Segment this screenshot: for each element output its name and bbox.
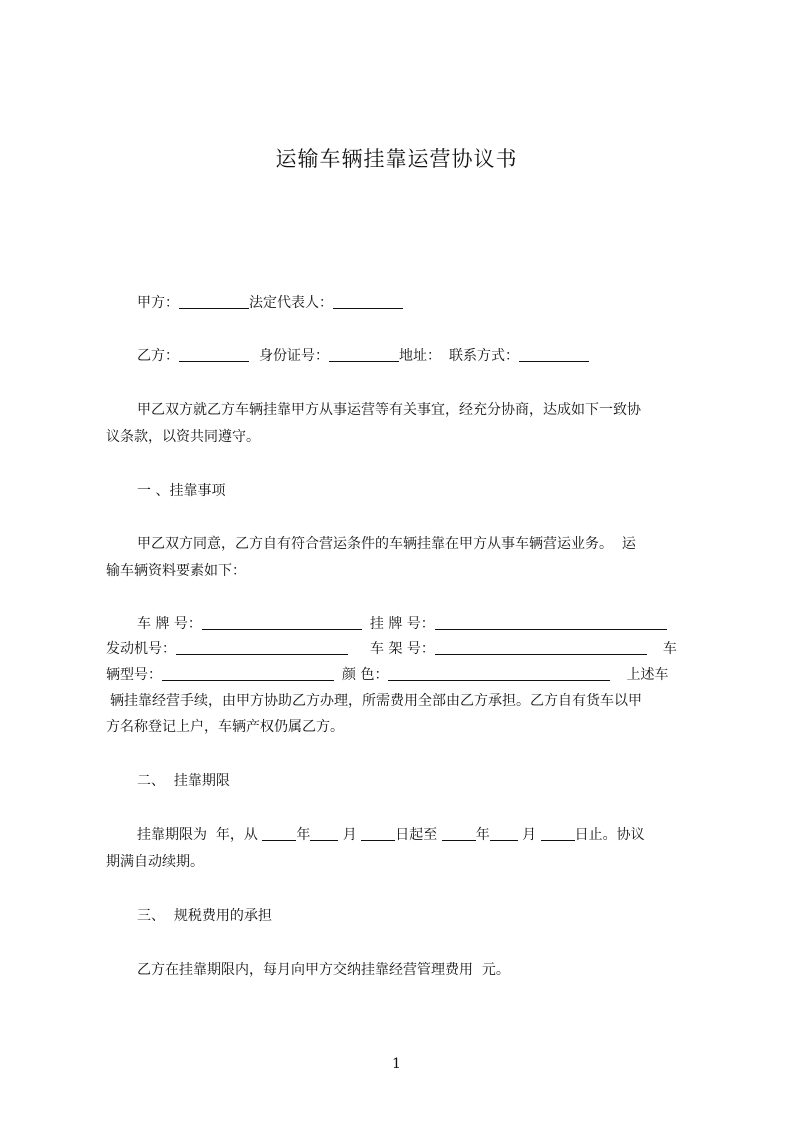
to-month-label: 月 — [517, 827, 541, 843]
to-year-blank — [442, 826, 476, 841]
engine-label: 发动机号： — [106, 641, 176, 657]
to-day-blank — [541, 826, 575, 841]
trailer-plate-blank — [435, 615, 667, 630]
from-month-blank — [310, 826, 338, 841]
section-2-line-2: 期满自动续期。 — [106, 854, 204, 870]
from-year-blank — [262, 826, 296, 841]
section-1-p2-line-2: 方名称登记上户，车辆产权仍属乙方。 — [106, 719, 344, 735]
term-intro: 挂靠期限为 年，从 — [137, 827, 263, 843]
vehicle-engine-line — [106, 638, 677, 658]
party-a-rep-blank — [333, 294, 403, 309]
intro-line-2: 议条款，以资共同遵守。 — [106, 429, 260, 445]
party-b-line — [137, 345, 589, 365]
color-blank — [388, 666, 610, 681]
section-2-heading: 二、 挂靠期限 — [137, 773, 230, 789]
party-a-label: 甲方： — [137, 295, 179, 311]
section-3-heading: 三、 规税费用的承担 — [137, 908, 272, 924]
party-b-id-label: 身份证号： — [259, 348, 329, 364]
section-1-p2-line-1: 辆挂靠经营手续，由甲方协助乙方办理，所需费用全部由乙方承担。乙方自有货车以甲 — [110, 693, 642, 709]
party-b-id-blank — [329, 347, 399, 362]
party-b-contact-blank — [519, 347, 589, 362]
to-day-label: 日止。协议 — [574, 827, 645, 843]
section-2-line-1 — [137, 824, 645, 844]
party-b-blank — [179, 347, 249, 362]
section-1-p1-line-2: 输车辆资料要素如下： — [106, 563, 246, 579]
section-3-p1: 乙方在挂靠期限内，每月向甲方交纳挂靠经营管理费用 元。 — [137, 962, 510, 978]
to-year-label: 年 — [475, 827, 490, 843]
plate-label: 车 牌 号： — [137, 616, 202, 632]
plate-blank — [202, 615, 362, 630]
color-label: 颜 色： — [342, 667, 389, 683]
from-year-label: 年 — [296, 827, 311, 843]
document-title: 运输车辆挂靠运营协议书 — [275, 147, 518, 171]
section-1-p1-line-1: 甲乙双方同意，乙方自有符合营运条件的车辆挂靠在甲方从事车辆营运业务。 运 — [137, 536, 636, 552]
frame-blank — [435, 640, 647, 655]
from-month-label: 月 — [338, 827, 362, 843]
after-color-text: 上述车 — [626, 667, 669, 683]
from-day-label: 日起至 — [395, 827, 442, 843]
engine-blank — [176, 640, 348, 655]
frame-label: 车 架 号： — [370, 641, 435, 657]
party-b-addr-label: 地址： — [399, 348, 441, 364]
party-a-line — [137, 292, 403, 312]
party-a-rep-label: 法定代表人： — [249, 295, 333, 311]
type-blank — [162, 666, 334, 681]
from-day-blank — [361, 826, 395, 841]
type-label-a: 车 — [662, 641, 677, 657]
to-month-blank — [490, 826, 518, 841]
party-b-label: 乙方： — [137, 348, 179, 364]
party-a-blank — [179, 294, 249, 309]
section-1-heading: 一 、挂靠事项 — [137, 483, 226, 499]
page-number: 1 — [392, 1056, 401, 1072]
type-label-b: 辆型号： — [106, 667, 162, 683]
vehicle-type-line — [106, 664, 668, 684]
party-b-contact-label: 联系方式： — [449, 348, 519, 364]
trailer-plate-label: 挂 牌 号： — [369, 616, 435, 632]
intro-line-1: 甲乙双方就乙方车辆挂靠甲方从事运营等有关事宜，经充分协商，达成如下一致协 — [137, 402, 641, 418]
vehicle-plate-line — [137, 613, 667, 633]
